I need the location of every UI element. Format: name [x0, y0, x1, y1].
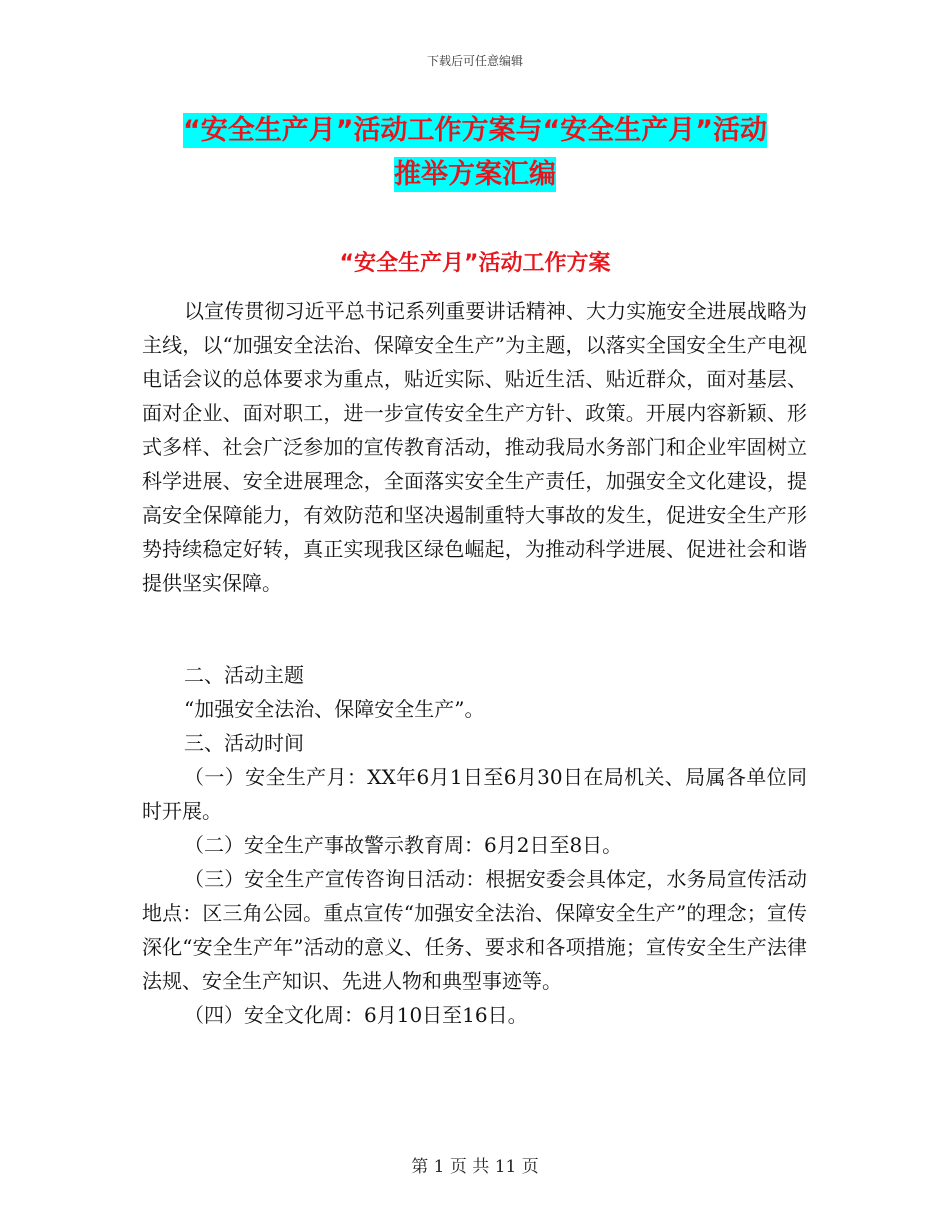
intro-paragraph: 以宣传贯彻习近平总书记系列重要讲话精神、大力实施安全进展战略为主线，以“加强安全法治、保障安全生产”为主题，以落实全国安全生产电视电话会议的总体要求为重点，贴近实际、贴近生活、贴近群众，面对基层、面对企业、面对职工，进一步宣传安全生产方针、政策。开展内容新颖、形式多样、社会广泛参加的宣传教育活动，推动我局水务部门和企业牢固树立科学进展、安全进展理念，全面落实安全生产责任，加强安全文化建设，提高安全保障能力，有效防范和坚决遏制重特大事故的发生，促进安全生产形势持续稳定好转，真正实现我区绿色崛起，为推动科学进展、促进社会和谐提供坚实保障。 — [142, 299, 807, 595]
theme-text: “加强安全法治、保障安全生产”。 — [184, 697, 485, 721]
document-title-text-2: 推举方案汇编 — [394, 159, 556, 190]
section-body — [142, 658, 807, 1032]
time-item-1: （一）安全生产月：XX年6月1日至6月30日在局机关、局属各单位同时开展。 — [142, 765, 807, 823]
document-title-line-2 — [0, 152, 950, 198]
time-heading: 三、活动时间 — [184, 731, 304, 755]
document-title-text-1: “安全生产月”活动工作方案与“安全生产月”活动 — [183, 115, 767, 146]
theme-heading: 二、活动主题 — [184, 663, 304, 687]
document-title-line-1 — [0, 108, 950, 154]
time-item-4: （四）安全文化周：6月10日至16日。 — [184, 1003, 528, 1027]
page-header-note: 下载后可任意编辑 — [426, 54, 523, 68]
time-item-3: （三）安全生产宣传咨询日活动：根据安委会具体定，水务局宣传活动地点：区三角公园。重点宣传“加强安全法治、保障安全生产”的理念；宣传深化“安全生产年”活动的意义、任务、要求和各项措施；宣传安全生产法律法规、安全生产知识、先进人物和典型事迹等。 — [142, 867, 807, 993]
time-item-2: （二）安全生产事故警示教育周：6月2日至8日。 — [184, 833, 623, 857]
page-footer: 第 1 页 共 11 页 — [411, 1157, 539, 1177]
section-heading: “安全生产月”活动工作方案 — [339, 251, 611, 276]
